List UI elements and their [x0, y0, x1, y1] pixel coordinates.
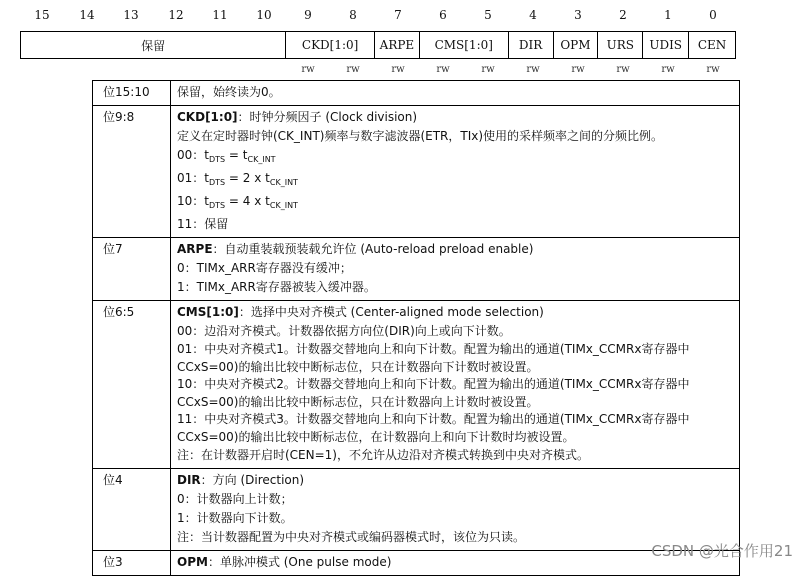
bit-range: 位9:8	[93, 106, 171, 238]
access-row	[0, 64, 807, 78]
option-subscript: DTS	[208, 155, 226, 164]
bit-description	[171, 301, 740, 469]
access-label: rw	[346, 64, 360, 75]
field-title: ：方向 (Direction)	[200, 473, 305, 487]
access-label: rw	[616, 64, 630, 75]
option-subscript: CK_INT	[269, 178, 298, 187]
bit-range: 位15:10	[93, 81, 171, 106]
table-row	[93, 106, 740, 238]
bit-range: 位6:5	[93, 301, 171, 469]
field-title: ：单脉冲模式 (One pulse mode)	[207, 555, 392, 569]
option-line	[177, 169, 734, 192]
field-name: DIR	[177, 473, 201, 487]
description-title	[177, 240, 734, 259]
option-mid: = 2 x t	[225, 171, 270, 185]
bit-number: 3	[574, 8, 582, 22]
option-line: 0：计数器向上计数；	[177, 492, 293, 506]
access-label: rw	[706, 64, 720, 75]
option-line	[177, 192, 734, 215]
description-line: 定义在定时器时钟(CK_INT)频率与数字滤波器(ETR，TIx)使用的采样频率之间的分频比例。	[177, 129, 664, 143]
bit-number: 10	[256, 8, 272, 22]
access-label: rw	[391, 64, 405, 75]
note-line: 注：当计数器配置为中央对齐模式或编码器模式时，该位为只读。	[177, 530, 526, 544]
option-line: 01：中央对齐模式1。计数器交替地向上和向下计数。配置为输出的通道(TIMx_CCMRx寄存器中CCxS=00)的输出比较中断标志位，只在计数器向下计数时被设置。	[177, 342, 690, 374]
field-udis: UDIS	[643, 32, 689, 58]
bit-number: 13	[123, 8, 139, 22]
field-title: ：选择中央对齐模式 (Center-aligned mode selection)	[238, 305, 544, 319]
option-line	[177, 146, 734, 169]
bit-number: 2	[619, 8, 627, 22]
field-ckd: CKD[1:0]	[286, 32, 375, 58]
note-line: 注：在计数器开启时(CEN=1)，不允许从边沿对齐模式转换到中央对齐模式。	[177, 448, 589, 462]
field-title: ：时钟分频因子 (Clock division)	[237, 110, 418, 124]
field-name: CMS[1:0]	[177, 305, 239, 319]
bit-number: 15	[34, 8, 50, 22]
table-row	[93, 81, 740, 106]
field-title: ：自动重装载预装载允许位 (Auto-reload preload enable)	[212, 242, 534, 256]
bit-number-row	[0, 8, 807, 26]
watermark: CSDN @光合作用21	[651, 542, 793, 560]
access-label: rw	[481, 64, 495, 75]
option-subscript: DTS	[208, 178, 226, 187]
option-mid: = 4 x t	[225, 194, 270, 208]
description-title	[177, 303, 734, 322]
table-row	[93, 469, 740, 551]
bit-range: 位4	[93, 469, 171, 551]
bit-number: 12	[168, 8, 184, 22]
option-line: 10：中央对齐模式2。计数器交替地向上和向下计数。配置为输出的通道(TIMx_CCMRx寄存器中CCxS=00)的输出比较中断标志位，只在计数器向上计数时被设置。	[177, 377, 690, 409]
bit-number: 9	[304, 8, 312, 22]
access-label: rw	[571, 64, 585, 75]
table-row	[93, 238, 740, 301]
option-line: 0：TIMx_ARR寄存器没有缓冲；	[177, 261, 352, 275]
bit-description	[171, 81, 740, 106]
bit-number: 5	[484, 8, 492, 22]
bit-number: 7	[394, 8, 402, 22]
bit-number: 0	[709, 8, 717, 22]
description-title	[177, 108, 734, 127]
table-row	[93, 301, 740, 469]
access-label: rw	[301, 64, 315, 75]
option-line: 11：中央对齐模式3。计数器交替地向上和向下计数。配置为输出的通道(TIMx_CCMRx寄存器中CCxS=00)的输出比较中断标志位，在计数器向上和向下计数时均被设置。	[177, 412, 690, 444]
field-name: CKD[1:0]	[177, 110, 238, 124]
bit-number: 6	[439, 8, 447, 22]
field-dir: DIR	[509, 32, 554, 58]
bit-description	[171, 238, 740, 301]
field-arpe: ARPE	[375, 32, 420, 58]
option-prefix: 00：t	[177, 148, 209, 162]
option-line: 1：TIMx_ARR寄存器被装入缓冲器。	[177, 280, 376, 294]
option-mid: = t	[225, 148, 248, 162]
bit-range: 位7	[93, 238, 171, 301]
field-cms: CMS[1:0]	[420, 32, 509, 58]
bit-number: 8	[349, 8, 357, 22]
bit-number: 11	[212, 8, 228, 22]
description-title: 保留，始终读为0。	[177, 85, 281, 99]
access-label: rw	[526, 64, 540, 75]
description-title	[177, 471, 734, 490]
option-line: 00：边沿对齐模式。计数器依据方向位(DIR)向上或向下计数。	[177, 324, 511, 338]
field-opm: OPM	[554, 32, 599, 58]
bit-number: 4	[529, 8, 537, 22]
bit-number: 1	[664, 8, 672, 22]
bit-range: 位3	[93, 551, 171, 576]
access-label: rw	[436, 64, 450, 75]
option-prefix: 10：t	[177, 194, 209, 208]
bit-description	[171, 469, 740, 551]
register-bitfield-box	[20, 31, 736, 59]
bit-description-table	[92, 80, 740, 576]
field-name: OPM	[177, 555, 208, 569]
option-subscript: CK_INT	[269, 201, 298, 210]
access-label: rw	[661, 64, 675, 75]
field-cen: CEN	[697, 38, 727, 52]
option-line: 1：计数器向下计数。	[177, 511, 293, 525]
option-subscript: CK_INT	[247, 155, 276, 164]
bit-number: 14	[79, 8, 95, 22]
option-prefix: 01：t	[177, 171, 209, 185]
field-reserved: 保留	[21, 32, 286, 58]
field-name: ARPE	[177, 242, 213, 256]
table-row	[93, 551, 740, 576]
option-subscript: DTS	[208, 201, 226, 210]
bit-description	[171, 106, 740, 238]
option-line: 11：保留	[177, 217, 229, 231]
field-urs: URS	[598, 32, 643, 58]
